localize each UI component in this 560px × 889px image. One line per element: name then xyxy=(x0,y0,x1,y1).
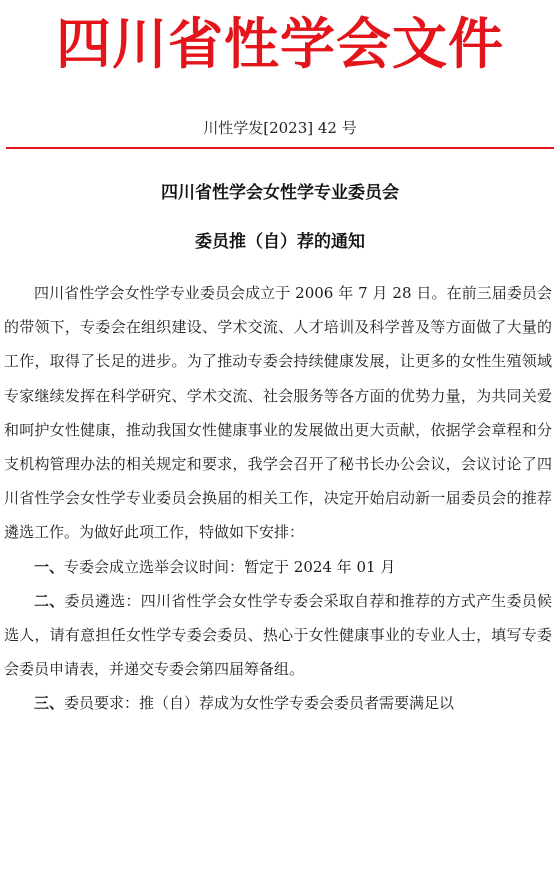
item-paragraph-2 xyxy=(4,584,552,687)
item-3-number: 三、 xyxy=(34,694,65,713)
notice-title-line-2: 委员推（自）荐的通知 xyxy=(195,232,365,252)
notice-title-line-1: 四川省性学会女性学专业委员会 xyxy=(161,183,399,203)
item-3-text: 委员要求：推（自）荐成为女性学专委会委员者需要满足以 xyxy=(64,694,455,713)
item-2-number: 二、 xyxy=(34,591,65,610)
item-1-number: 一、 xyxy=(34,557,65,576)
masthead-title: 四川省性学会文件 xyxy=(55,12,504,76)
document-number: 川性学发[2023] 42 号 xyxy=(203,119,357,137)
item-2-text: 委员遴选：四川省性学会女性学专委会采取自荐和推荐的方式产生委员候选人，请有意担任女性学专委会委员、热心于女性健康事业的专业人士，填写专委会委员申请表，并递交专委会第四届筹备组。 xyxy=(4,591,552,679)
item-paragraph-1 xyxy=(4,550,552,584)
item-1-text: 专委会成立选举会议时间：暂定于 2024 年 01 月 xyxy=(64,557,396,576)
item-paragraph-3 xyxy=(4,686,552,720)
intro-paragraph: 四川省性学会女性学专业委员会成立于 2006 年 7 月 28 日。在前三届委员会的带领下，专委会在组织建设、学术交流、人才培训及科学普及等方面做了大量的工作，取得了长足的进步。为了推动专委会持续健康发展，让更多的女性生殖领域专家继续发挥在科学研究、学术交流、社会服务等各方面的优势力量，为共同关爱和呵护女性健康，推动我国女性健康事业的发展做出更大贡献，依据学会章程和分支机构管理办法的相关规定和要求，我学会召开了秘书长办公会议，会议讨论了四川省性学会女性学专业委员会换届的相关工作，决定开始启动新一届委员会的推荐遴选工作。为做好此项工作，特做如下安排： xyxy=(4,284,552,542)
red-divider-line xyxy=(6,147,554,149)
notice-body xyxy=(4,276,552,721)
